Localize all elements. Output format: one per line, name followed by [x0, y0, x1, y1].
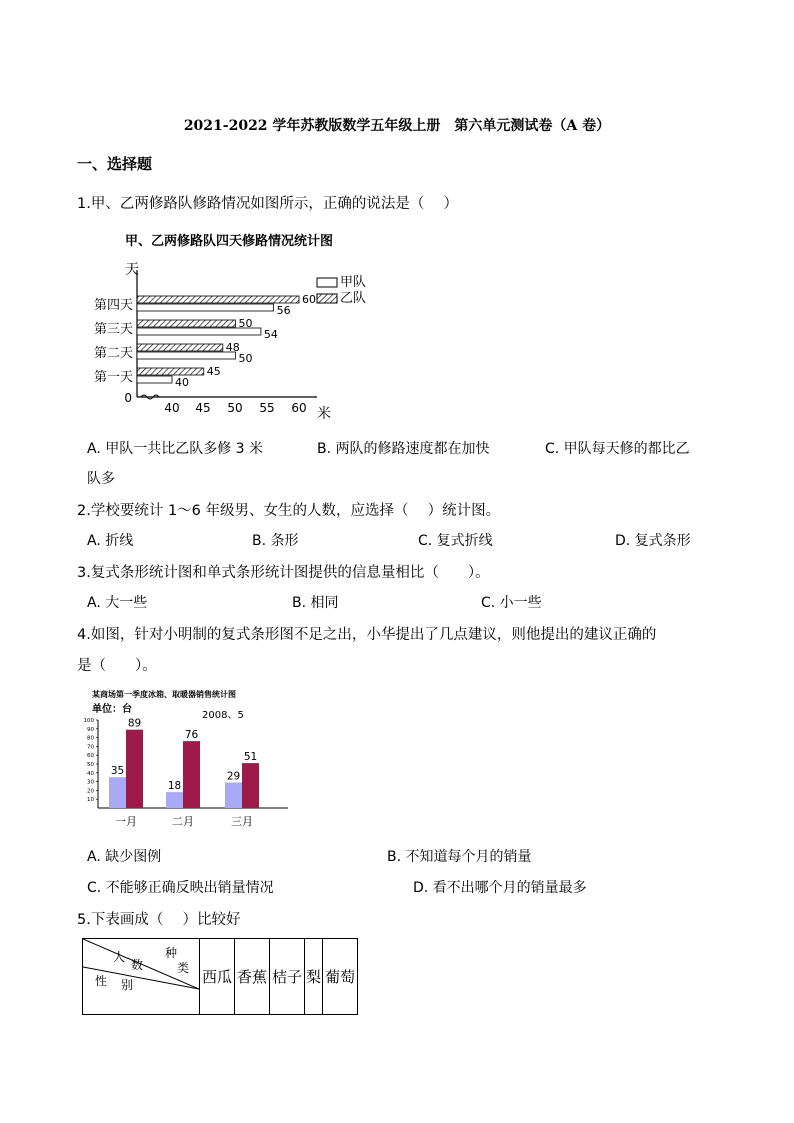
- q4-y-tick-9: 100: [83, 718, 94, 724]
- q4-y-tick-1: 20: [87, 788, 94, 795]
- q5-diagonal-header-cell: [83, 939, 200, 1015]
- q1-y-axis-label: 天: [125, 262, 139, 278]
- question-3-stem: 3.复式条形统计图和单式条形统计图提供的信息量相比（ ）。: [77, 565, 490, 581]
- q5-header-zhong: 种: [165, 946, 178, 960]
- q5-col-4: 梨: [305, 939, 323, 1015]
- q1-category-label-2: 第二天: [93, 346, 133, 361]
- q5-header-ren: 人: [113, 950, 126, 964]
- q1-legend-yi-swatch: [317, 294, 337, 303]
- q4-chart-title: 某商场第一季度冰箱、取暖器销售统计图: [92, 690, 236, 699]
- q1-option-c[interactable]: C. 甲队每天修的都比乙: [545, 441, 690, 457]
- q1-value-yi-day4: 60: [302, 293, 316, 306]
- q4-y-tick-2: 30: [87, 779, 94, 786]
- q5-header-shu: 数: [131, 958, 144, 972]
- q2-option-d[interactable]: D. 复式条形: [615, 533, 691, 549]
- page-title: 2021-2022 学年苏教版数学五年级上册 第六单元测试卷（A 卷）: [183, 118, 611, 134]
- q4-option-c[interactable]: C. 不能够正确反映出销量情况: [87, 880, 274, 896]
- q4-bar-series2-2: [183, 741, 200, 808]
- q4-category-label-2: 二月: [172, 815, 194, 828]
- q1-category-label-3: 第三天: [93, 322, 133, 337]
- q5-col-3: 桔子: [270, 939, 305, 1015]
- question-4-stem-cont: 是（ ）。: [77, 658, 157, 674]
- question-4-stem: 4.如图，针对小明制的复式条形图不足之出，小华提出了几点建议，则他提出的建议正确的: [77, 627, 657, 643]
- q2-option-b[interactable]: B. 条形: [252, 533, 299, 549]
- q4-option-a[interactable]: A. 缺少图例: [87, 849, 162, 865]
- q4-option-b[interactable]: B. 不知道每个月的销量: [387, 849, 532, 865]
- q4-option-d[interactable]: D. 看不出哪个月的销量最多: [413, 880, 587, 896]
- q5-col-5: 葡萄: [323, 939, 358, 1015]
- q4-y-tick-7: 80: [87, 735, 94, 742]
- q1-x-tick-4: 55: [259, 401, 275, 415]
- q5-header-xing: 性: [95, 974, 108, 988]
- q4-y-tick-8: 90: [87, 726, 94, 733]
- q1-x-tick-1: 40: [164, 401, 180, 415]
- section-heading: 一、选择题: [77, 155, 153, 173]
- q4-y-tick-3: 40: [87, 770, 94, 777]
- q4-bar-series1-2: [166, 792, 183, 808]
- question-1-stem: 1.甲、乙两修路队修路情况如图所示，正确的说法是（ ）: [77, 196, 458, 212]
- q1-x-tick-5: 60: [291, 401, 307, 415]
- q5-header-bie: 别: [121, 978, 134, 992]
- q4-bar-series1-1: [109, 777, 126, 808]
- q1-category-label-4: 第四天: [93, 298, 133, 313]
- q1-legend-yi: 乙队: [340, 291, 367, 306]
- q1-bar-jia-day4: [137, 304, 274, 311]
- q4-y-tick-0: 10: [87, 797, 94, 804]
- q4-date-label: 2008、5: [202, 710, 244, 721]
- q1-bar-yi-day3: [137, 320, 236, 327]
- q1-legend-jia: 甲队: [340, 275, 367, 290]
- q1-x-tick-2: 45: [195, 401, 211, 415]
- q5-col-1: 西瓜: [200, 939, 235, 1015]
- q3-option-b[interactable]: B. 相同: [292, 595, 339, 611]
- q1-value-jia-day1: 40: [175, 376, 189, 389]
- q4-y-tick-5: 60: [87, 753, 94, 760]
- q5-diagonal-header: [83, 939, 199, 1014]
- q4-value-series1-1: 35: [110, 765, 125, 778]
- table-row: [83, 939, 358, 1015]
- q4-value-series2-2: 76: [184, 729, 199, 742]
- question-5-stem: 5.下表画成（ ）比较好: [77, 912, 241, 928]
- q3-option-a[interactable]: A. 大一些: [87, 595, 148, 611]
- q1-bar-jia-day2: [137, 352, 236, 359]
- q1-x-tick-0: 0: [124, 391, 132, 405]
- q5-table: [82, 938, 358, 1015]
- q1-chart-title: 甲、乙两修路队四天修路情况统计图: [125, 234, 334, 249]
- q4-y-tick-6: 70: [87, 744, 94, 751]
- q4-bar-series2-3: [242, 763, 259, 808]
- q2-option-a[interactable]: A. 折线: [87, 533, 134, 549]
- q1-value-jia-day2: 50: [238, 352, 253, 365]
- q4-value-series2-3: 51: [243, 751, 258, 764]
- q4-value-series1-2: 18: [167, 780, 182, 793]
- q1-option-a[interactable]: A. 甲队一共比乙队多修 3 米: [87, 441, 264, 457]
- q4-y-tick-4: 50: [87, 762, 94, 768]
- q1-category-label-1: 第一天: [93, 370, 133, 385]
- q4-value-series2-1: 89: [127, 717, 142, 730]
- q1-value-yi-day1: 45: [206, 365, 221, 378]
- q1-option-c-cont: 队多: [87, 471, 115, 487]
- q1-bar-jia-day1: [137, 376, 172, 383]
- q1-legend-jia-swatch: [317, 278, 337, 287]
- question-2-stem: 2.学校要统计 1～6 年级男、女生的人数，应选择（ ）统计图。: [77, 503, 501, 519]
- q5-col-2: 香蕉: [235, 939, 270, 1015]
- q1-bar-yi-day2: [137, 344, 223, 351]
- q2-option-c[interactable]: C. 复式折线: [418, 533, 493, 549]
- q1-option-b[interactable]: B. 两队的修路速度都在加快: [317, 441, 490, 457]
- q1-bar-yi-day4: [137, 296, 299, 303]
- q4-value-series1-3: 29: [226, 770, 241, 783]
- q4-bar-series2-1: [126, 730, 143, 808]
- q4-bar-series1-3: [225, 782, 242, 808]
- q1-value-yi-day3: 50: [238, 317, 253, 330]
- q1-bar-yi-day1: [137, 368, 204, 375]
- q1-x-tick-3: 50: [227, 401, 243, 415]
- q4-unit-label: 单位：台: [92, 704, 132, 715]
- q4-chart: [80, 685, 300, 830]
- q1-x-axis-label: 米: [317, 406, 331, 422]
- q4-category-label-3: 三月: [231, 815, 253, 828]
- q1-chart: [85, 225, 395, 425]
- q1-value-yi-day2: 48: [225, 341, 240, 354]
- q3-option-c[interactable]: C. 小一些: [481, 595, 542, 611]
- q1-value-jia-day4: 56: [276, 304, 291, 317]
- q4-category-label-1: 一月: [115, 815, 137, 828]
- q5-header-lei: 类: [177, 961, 190, 975]
- q1-value-jia-day3: 54: [263, 328, 278, 341]
